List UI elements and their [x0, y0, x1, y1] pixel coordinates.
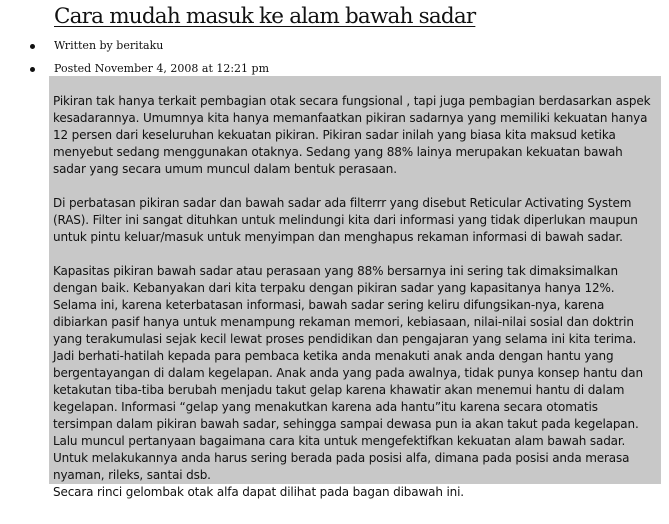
post-content[interactable]	[49, 76, 661, 501]
closing-paragraph[interactable]: Secara rinci gelombak otak alfa dapat dilihat pada bagan dibawah ini.	[53, 485, 464, 499]
paragraph-3[interactable]: Kapasitas pikiran bawah sadar atau perasaan yang 88% bersarnya ini sering tak dimaksimalkan dengan baik. Kebanyakan dari kita terpaku dengan pikiran sadar yang kapasitanya hanya 12%. Selama ini, karena keterbatasan informasi, bawah sadar sering keliru difungsikan-nya, karena dibiarkan pasif hanya untuk menampung rekaman memori, kebiasaan, nilai-nilai sosial dan doktrin yang terakumulasi sejak kecil lewat proses pendidikan dan pengajaran yang selama ini kita terima. Jadi berhati-hatilah kepada para pembaca ketika anda menakuti anak anda dengan hantu yang bergentayangan di dalam kegelapan. Anak anda yang pada awalnya, tidak punya konsep hantu dan ketakutan tiba-tiba berubah menjadu takut gelap karena khawatir akan menemui hantu di dalam kegelapan. Informasi “gelap yang menakutkan karena ada hantu”itu karena secara otomatis tersimpan dalam pikiran bawah sadar, sehingga sampai dewasa pun ia akan takut pada kegelapan. Lalu muncul pertanyaan bagaimana cara kita untuk mengefektifkan kekuatan alam bawah sadar. Untuk melakukannya anda harus sering berada pada posisi alfa, dimana pada posisi anda merasa nyaman, rileks, santai dsb.	[49, 263, 661, 484]
bullet-icon	[30, 44, 35, 49]
selection-spacer	[49, 246, 661, 263]
post-author-text: Written by beritaku	[54, 39, 164, 52]
post-date-text: Posted November 4, 2008 at 12:21 pm	[54, 62, 270, 75]
selection-spacer	[49, 76, 661, 93]
post-title[interactable]: Cara mudah masuk ke alam bawah sadar	[54, 4, 476, 29]
bullet-icon	[30, 67, 35, 72]
paragraph-2[interactable]: Di perbatasan pikiran sadar dan bawah sadar ada filterrr yang disebut Reticular Activating System (RAS). Filter ini sangat dituhkan untuk melindungi kita dari informasi yang tidak diperlukan maupun untuk pintu keluar/masuk untuk menyimpan dan menghapus rekaman informasi di bawah sadar.	[49, 195, 661, 246]
paragraph-1[interactable]: Pikiran tak hanya terkait pembagian otak secara fungsional , tapi juga pembagian berdasarkan aspek kesadarannya. Umumnya kita hanya memanfaatkan pikiran sadarnya yang memiliki kekuatan hanya 12 persen dari keseluruhan kekuatan pikiran. Pikiran sadar inilah yang biasa kita maksud ketika menyebut sedang menggunakan otaknya. Sedang yang 88% lainya merupakan kekuatan bawah sadar yang secara umum muncul dalam bentuk perasaan.	[49, 93, 661, 178]
selection-spacer	[49, 178, 661, 195]
